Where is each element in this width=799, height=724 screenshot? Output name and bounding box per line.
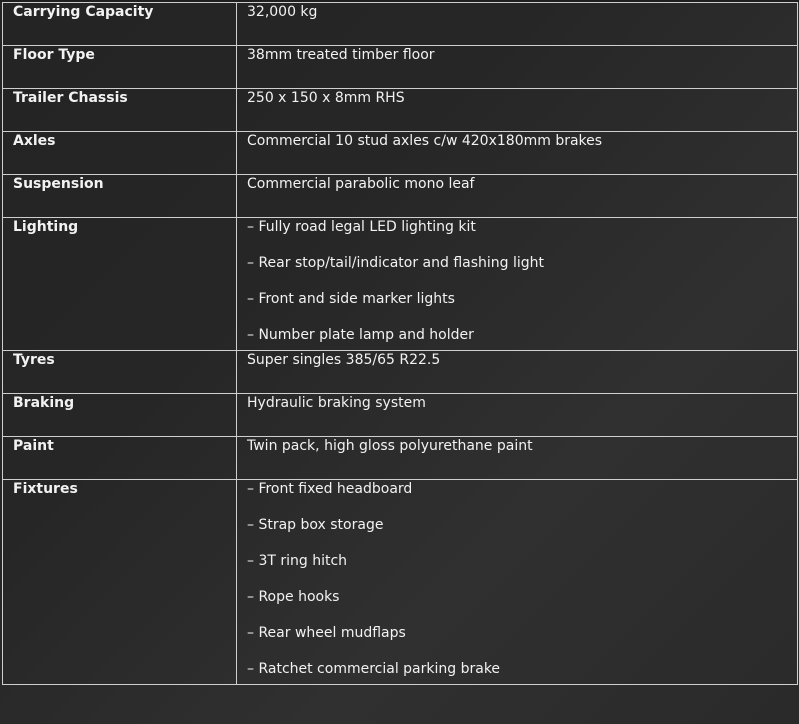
spec-row-floor-type	[3, 46, 798, 89]
spec-value: Commercial 10 stud axles c/w 420x180mm brakes	[237, 132, 798, 175]
spec-row-suspension	[3, 175, 798, 218]
spec-label: Paint	[3, 437, 237, 480]
spec-label: Trailer Chassis	[3, 89, 237, 132]
spec-label: Floor Type	[3, 46, 237, 89]
list-item: – Rear wheel mudflaps	[247, 625, 406, 641]
spec-label: Fixtures	[3, 480, 237, 685]
spec-value: Commercial parabolic mono leaf	[237, 175, 798, 218]
spec-value: Super singles 385/65 R22.5	[237, 351, 798, 394]
list-item: – Strap box storage	[247, 517, 384, 533]
spec-value: Hydraulic braking system	[237, 394, 798, 437]
list-item: – 3T ring hitch	[247, 553, 348, 569]
spec-value: 250 x 150 x 8mm RHS	[237, 89, 798, 132]
spec-value	[237, 218, 798, 351]
spec-row-trailer-chassis	[3, 89, 798, 132]
spec-row-tyres	[3, 351, 798, 394]
spec-label: Suspension	[3, 175, 237, 218]
fixtures-list	[247, 480, 787, 684]
spec-row-braking	[3, 394, 798, 437]
spec-value	[237, 480, 798, 685]
list-item: – Front fixed headboard	[247, 481, 413, 497]
spec-row-carrying-capacity	[3, 3, 798, 46]
spec-label: Lighting	[3, 218, 237, 351]
list-item: – Rope hooks	[247, 589, 340, 605]
list-item: – Fully road legal LED lighting kit	[247, 219, 476, 235]
lighting-list	[247, 218, 787, 350]
spec-value: 38mm treated timber floor	[237, 46, 798, 89]
spec-row-fixtures	[3, 480, 798, 685]
spec-value: Twin pack, high gloss polyurethane paint	[237, 437, 798, 480]
list-item: – Rear stop/tail/indicator and flashing light	[247, 255, 545, 271]
list-item: – Front and side marker lights	[247, 291, 455, 307]
spec-label: Carrying Capacity	[3, 3, 237, 46]
list-item: – Ratchet commercial parking brake	[247, 661, 501, 677]
list-item: – Number plate lamp and holder	[247, 327, 474, 343]
spec-label: Tyres	[3, 351, 237, 394]
spec-label: Axles	[3, 132, 237, 175]
spec-table	[2, 2, 798, 685]
spec-row-axles	[3, 132, 798, 175]
spec-row-paint	[3, 437, 798, 480]
spec-row-lighting	[3, 218, 798, 351]
spec-label: Braking	[3, 394, 237, 437]
spec-table-container	[0, 2, 799, 724]
spec-value: 32,000 kg	[237, 3, 798, 46]
